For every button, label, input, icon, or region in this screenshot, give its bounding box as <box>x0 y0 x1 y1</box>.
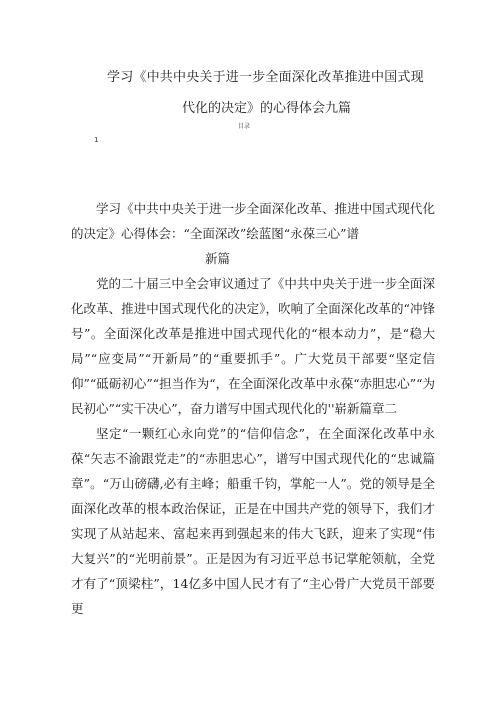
document-title-line-1: 学习《中共中央关于进一步全面深化改革推进中国式现 <box>107 70 424 85</box>
article-heading: 学习《中共中央关于进一步全面深化改革、推进中国式现代化的决定》心得体会：“全面深改”绘蓝图“永葆三心”谱 <box>71 201 435 241</box>
toc-label: 目录 <box>238 123 251 130</box>
article-subheading: 新篇 <box>205 251 231 266</box>
document-title-line-2: 代化的决定》的心得体会九篇 <box>182 101 352 116</box>
paragraph: 党的二十届三中全会审议通过了《中共中央关于进一步全面深化改革、推进中国式现代化的决定》，吹响了全面深化改革的“冲锋号”。全面深化改革是推进中国式现代化的“根本动力”，是“稳大局”“应变局”“开新局”的“重要抓手”。广大党员干部要“坚定信仰”“砥砺初心”“担当作为“，在全面深化改革中永葆“赤胆忠心”“为民初心”“实干决心”，奋力谱写中国式现代化的''崭新篇章二 <box>71 276 435 416</box>
toc-page-number: 1 <box>94 136 99 144</box>
article-body <box>71 196 435 621</box>
paragraph: 坚定“一颗红心永向党”的“信仰信念”，在全面深化改革中永葆“矢志不渝跟党走”的“赤胆忠心”，谱写中国式现代化的“忠诚篇章”。“万山磅礴,必有主峰；船重千钧，掌舵一人”。党的领导是全面深化改革的根本政治保证，正是在中国共产党的领导下，我们才实现了从站起来、富起来再到强起来的伟大飞跃，迎来了实现“伟大复兴”的“光明前景”。正是因为有习近平总书记掌舵领航，全党才有了“顶梁柱”，14亿多中国人民才有了“主心骨广大党员干部要更 <box>71 426 435 616</box>
